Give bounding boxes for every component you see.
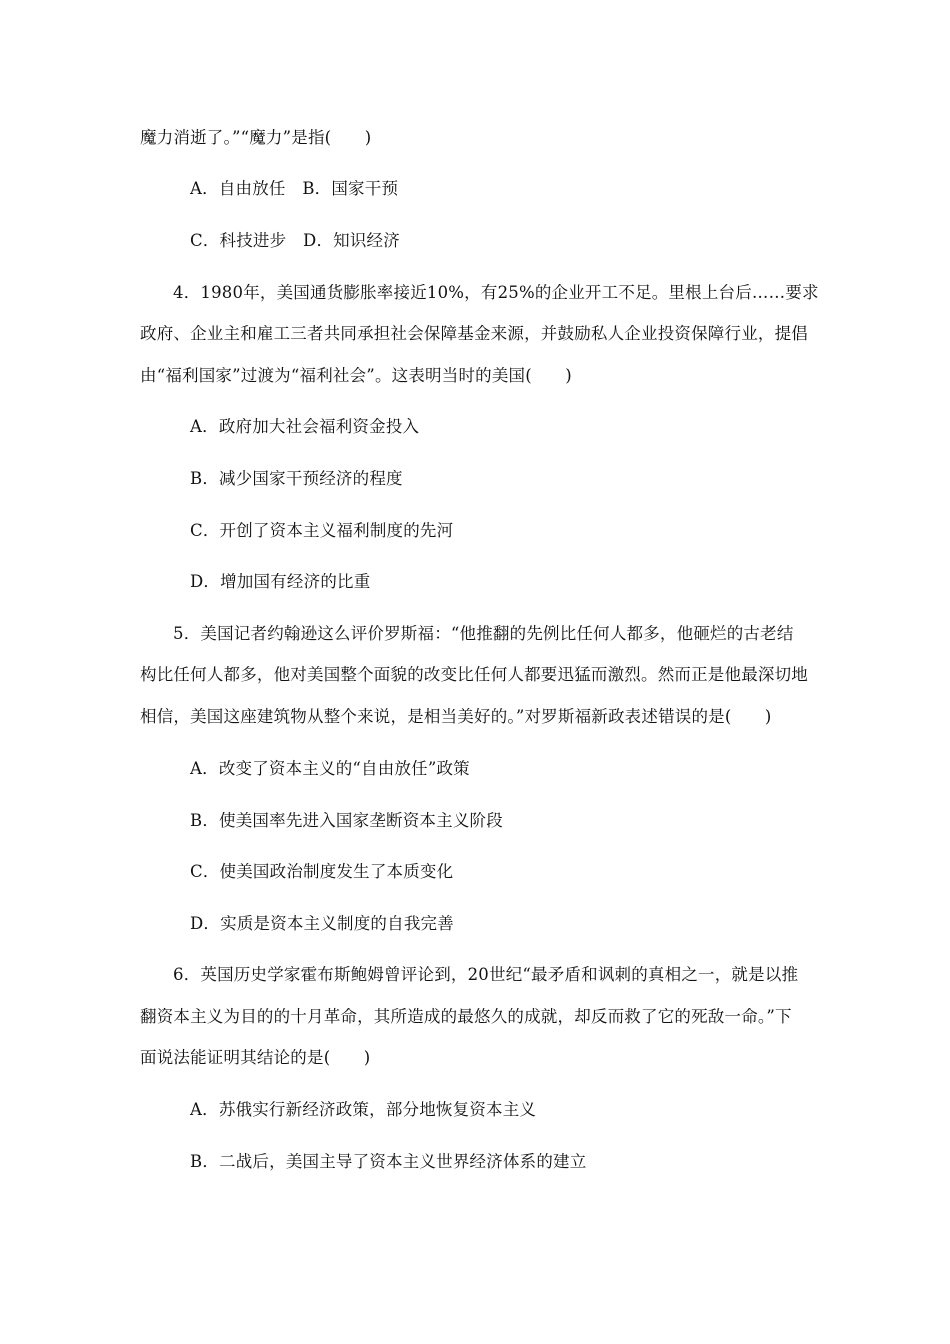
question-6-option-b: B．二战后，美国主导了资本主义世界经济体系的建立	[190, 1152, 587, 1171]
question-6-stem-line-1: 6．英国历史学家霍布斯鲍姆曾评论到，20世纪“最矛盾和讽刺的真相之一，就是以推	[173, 965, 799, 984]
question-3-stem-tail: 魔力消逝了。”“魔力”是指( )	[140, 128, 372, 147]
question-5-stem-line-1: 5．美国记者约翰逊这么评价罗斯福：“他推翻的先例比任何人都多，他砸烂的古老结	[173, 624, 794, 643]
question-5-stem-line-2: 构比任何人都多，他对美国整个面貌的改变比任何人都要迅猛而激烈。然而正是他最深切地	[140, 665, 808, 684]
question-4-option-c: C．开创了资本主义福利制度的先河	[190, 521, 454, 540]
question-6-option-a: A．苏俄实行新经济政策，部分地恢复资本主义	[190, 1100, 537, 1119]
question-3-options-ab: A．自由放任 B．国家干预	[190, 179, 399, 198]
question-6-stem-line-3: 面说法能证明其结论的是( )	[140, 1048, 371, 1067]
question-5-option-b: B．使美国率先进入国家垄断资本主义阶段	[190, 811, 503, 830]
question-4-option-b: B．减少国家干预经济的程度	[190, 469, 403, 488]
question-5-stem-line-3: 相信，美国这座建筑物从整个来说，是相当美好的。”对罗斯福新政表述错误的是( )	[140, 707, 772, 726]
question-6-stem-line-2: 翻资本主义为目的的十月革命，其所造成的最悠久的成就，却反而救了它的死敌一命。”下	[140, 1007, 792, 1026]
question-5-option-c: C．使美国政治制度发生了本质变化	[190, 862, 454, 881]
question-4-option-d: D．增加国有经济的比重	[190, 572, 371, 591]
question-3-options-cd: C．科技进步 D．知识经济	[190, 231, 400, 250]
question-4-option-a: A．政府加大社会福利资金投入	[190, 417, 420, 436]
question-4-stem-line-1: 4．1980年，美国通货膨胀率接近10%，有25%的企业开工不足。里根上台后……要求	[173, 283, 819, 302]
question-5-option-d: D．实质是资本主义制度的自我完善	[190, 914, 454, 933]
question-4-stem-line-2: 政府、企业主和雇工三者共同承担社会保障基金来源，并鼓励私人企业投资保障行业，提倡	[140, 324, 808, 343]
question-4-stem-line-3: 由“福利国家”过渡为“福利社会”。这表明当时的美国( )	[140, 366, 572, 385]
question-5-option-a: A．改变了资本主义的“自由放任”政策	[190, 759, 470, 778]
